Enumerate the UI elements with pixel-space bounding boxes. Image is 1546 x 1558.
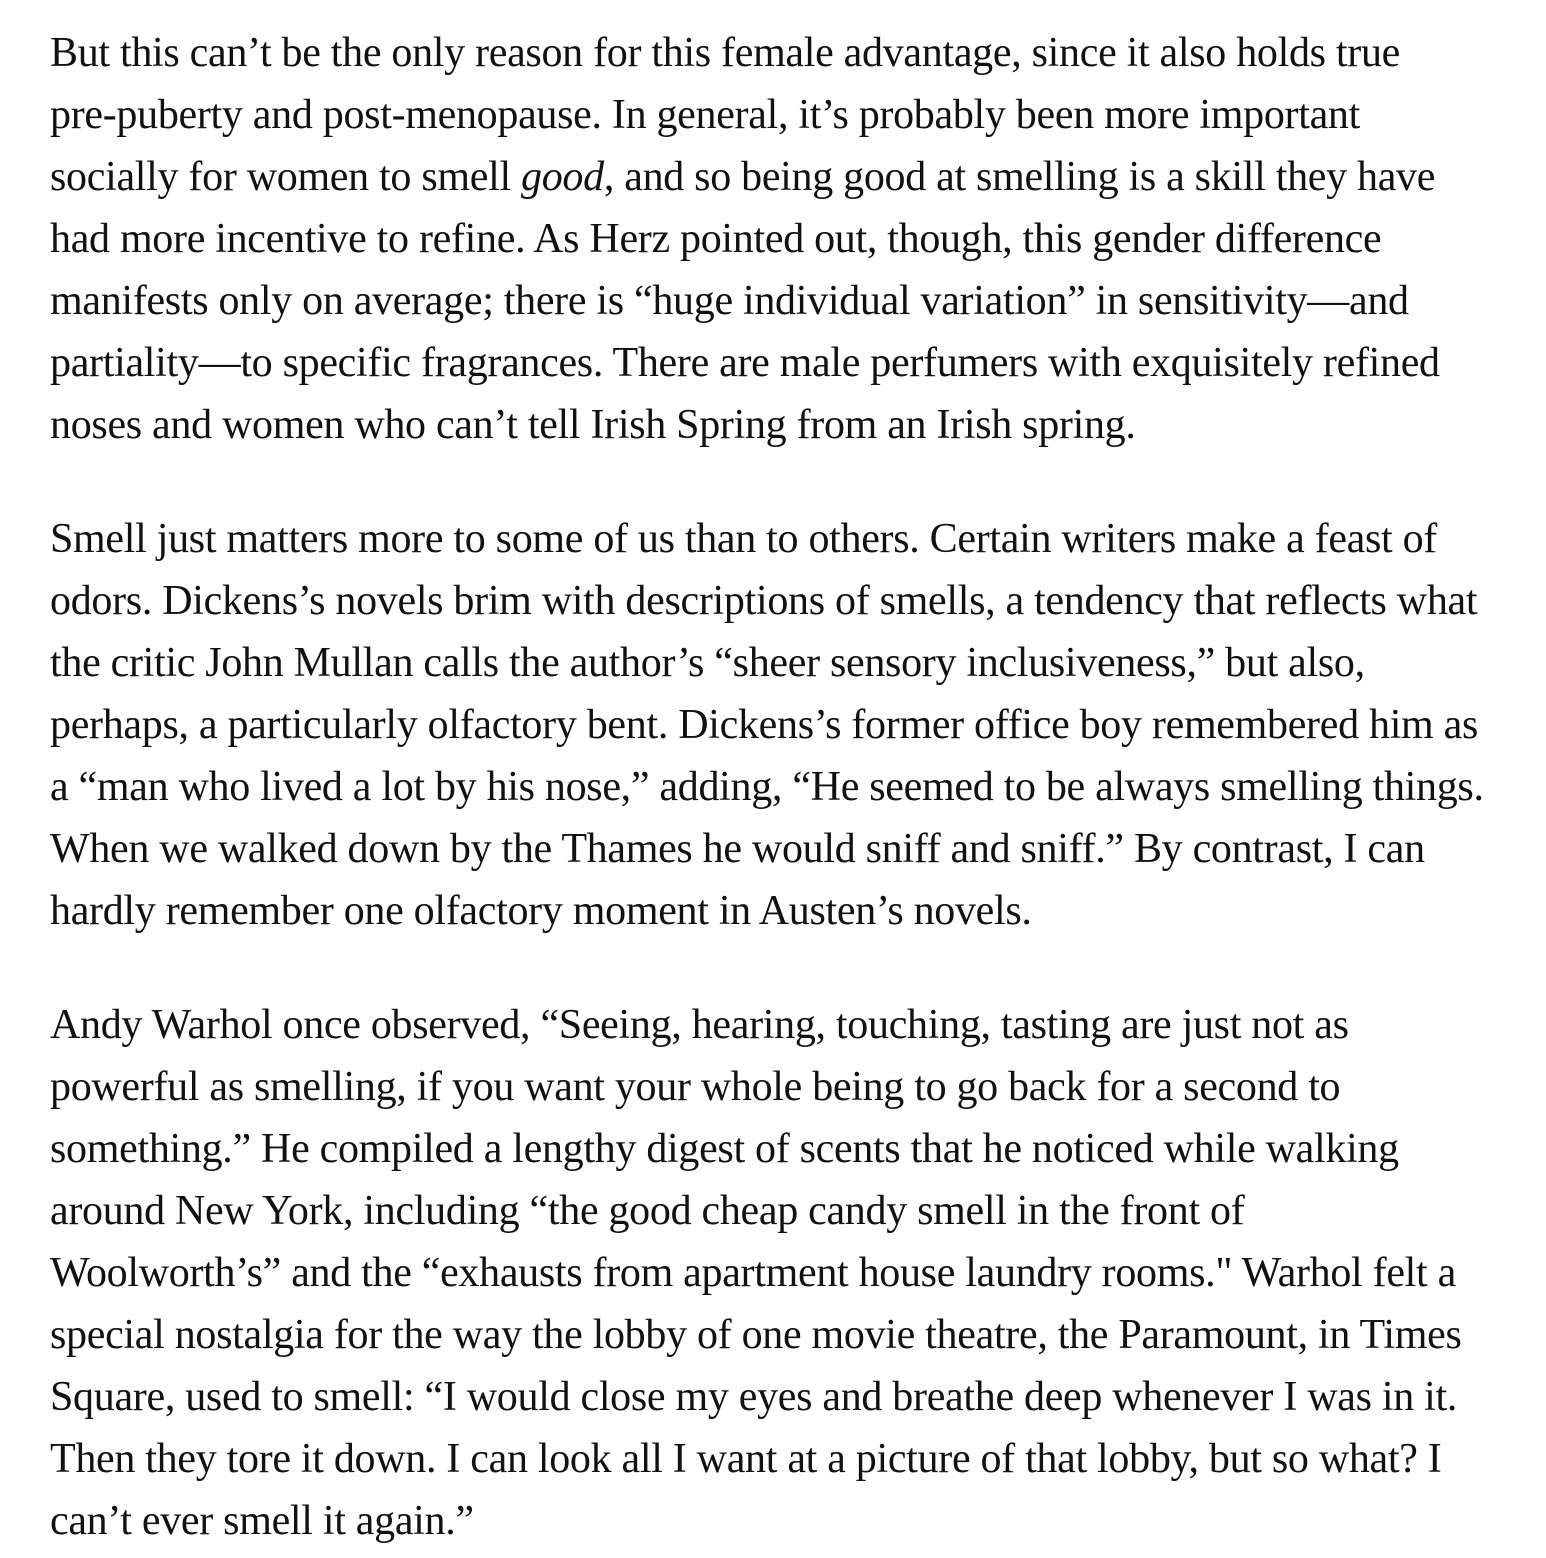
paragraph-dickens	[50, 508, 1530, 942]
text-line: noses and women who can’t tell Irish Spring from an Irish spring.	[50, 402, 1136, 448]
text-line: Then they tore it down. I can look all I want at a picture of that lobby, but so what? I	[50, 1436, 1442, 1482]
text-line: When we walked down by the Thames he would sniff and sniff.” By contrast, I can	[50, 826, 1425, 872]
text-line: Andy Warhol once observed, “Seeing, hearing, touching, tasting are just not as	[50, 1002, 1349, 1048]
text-line: perhaps, a particularly olfactory bent. Dickens’s former office boy remembered him as	[50, 702, 1479, 748]
text-line: a “man who lived a lot by his nose,” adding, “He seemed to be always smelling things.	[50, 764, 1484, 810]
paragraph-warhol	[50, 994, 1530, 1552]
text-line: powerful as smelling, if you want your whole being to go back for a second to	[50, 1064, 1341, 1110]
emphasis-good: good	[521, 154, 604, 200]
text-line: But this can’t be the only reason for this female advantage, since it also holds true	[50, 30, 1401, 76]
text-line: can’t ever smell it again.”	[50, 1498, 474, 1544]
text-line: odors. Dickens’s novels brim with descriptions of smells, a tendency that reflects what	[50, 578, 1478, 624]
text-line: hardly remember one olfactory moment in Austen’s novels.	[50, 888, 1032, 934]
article-body	[50, 22, 1530, 1552]
paragraph-female-advantage	[50, 22, 1530, 456]
text-line: partiality—to specific fragrances. There are male perfumers with exquisitely refined	[50, 340, 1440, 386]
text-line: the critic John Mullan calls the author’s “sheer sensory inclusiveness,” but also,	[50, 640, 1365, 686]
text-line: special nostalgia for the way the lobby of one movie theatre, the Paramount, in Times	[50, 1312, 1462, 1358]
text-line: manifests only on average; there is “huge individual variation” in sensitivity—and	[50, 278, 1409, 324]
text-line: had more incentive to refine. As Herz pointed out, though, this gender difference	[50, 216, 1382, 262]
text-line: around New York, including “the good cheap candy smell in the front of	[50, 1188, 1245, 1234]
text-line: Square, used to smell: “I would close my eyes and breathe deep whenever I was in it.	[50, 1374, 1458, 1420]
text-line: Woolworth’s” and the “exhausts from apartment house laundry rooms." Warhol felt a	[50, 1250, 1456, 1296]
text-line: Smell just matters more to some of us than to others. Certain writers make a feast of	[50, 516, 1437, 562]
text-line: something.” He compiled a lengthy digest of scents that he noticed while walking	[50, 1126, 1399, 1172]
text-line: socially for women to smell good, and so being good at smelling is a skill they have	[50, 154, 1436, 200]
text-line: pre-puberty and post-menopause. In general, it’s probably been more important	[50, 92, 1360, 138]
